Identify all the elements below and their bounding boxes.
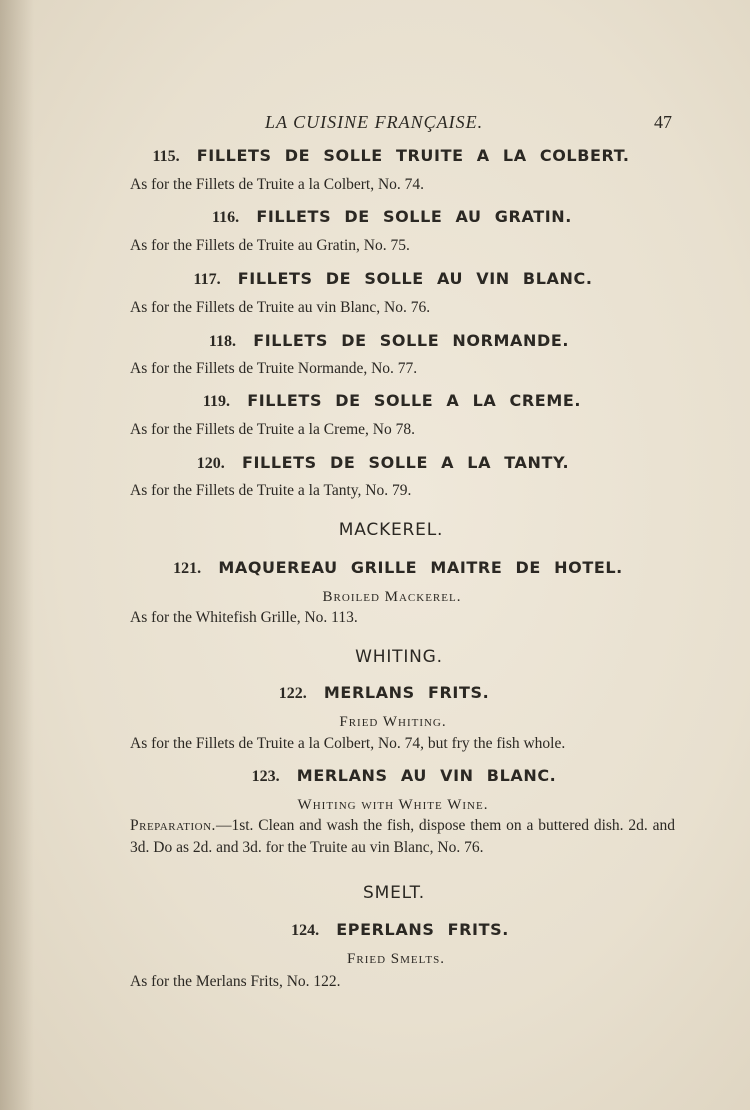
page-number: 47: [654, 112, 672, 132]
entry-number: 120.: [196, 455, 225, 472]
entry-title: MAQUEREAU GRILLE MAITRE DE HOTEL.: [218, 558, 623, 577]
entry-heading: [173, 558, 623, 578]
entry-heading: [279, 683, 490, 703]
entry-heading: [152, 146, 629, 166]
entry-text: As for the Fillets de Truite au Gratin, No. 75.: [130, 237, 410, 254]
preparation-lead: Preparation.: [130, 817, 216, 834]
entry-subtitle: Fried Whiting.: [339, 714, 447, 730]
entry-text: As for the Fillets de Truite au vin Blanc, No. 76.: [130, 299, 431, 316]
entry-text: As for the Fillets de Truite a la Colbert, No. 74.: [130, 176, 425, 193]
entry-text: As for the Whitefish Grille, No. 113.: [130, 609, 358, 626]
entry-subtitle: Fried Smelts.: [347, 951, 445, 967]
section-heading-smelt: SMELT.: [363, 883, 425, 903]
entry-heading: [212, 207, 572, 227]
entry-text: As for the Fillets de Truite a la Tanty, No. 79.: [130, 482, 412, 499]
entry-heading: [291, 920, 509, 940]
running-head: [130, 112, 672, 136]
entry-title: FILLETS DE SOLLE A LA CREME.: [247, 391, 582, 410]
entry-number: 119.: [202, 393, 231, 410]
entry-title: FILLETS DE SOLLE TRUITE A LA COLBERT.: [196, 146, 630, 165]
entry-number: 121.: [173, 560, 202, 577]
running-head-title: LA CUISINE FRANÇAISE.: [265, 112, 484, 132]
entry-paragraph: [130, 815, 675, 859]
spine-shadow: [0, 0, 34, 1110]
entry-text: As for the Merlans Frits, No. 122.: [130, 973, 341, 990]
entry-text: As for the Fillets de Truite a la Creme, No 78.: [130, 421, 415, 438]
entry-number: 122.: [278, 685, 307, 702]
entry-number: 117.: [193, 271, 221, 288]
entry-title: FILLETS DE SOLLE AU VIN BLANC.: [237, 269, 593, 288]
section-heading-whiting: WHITING.: [355, 647, 443, 667]
entry-title: FILLETS DE SOLLE AU GRATIN.: [256, 207, 572, 226]
entry-number: 115.: [152, 148, 180, 165]
entry-heading: [197, 453, 569, 473]
entry-number: 124.: [291, 922, 320, 939]
entry-heading: [252, 766, 557, 786]
entry-subtitle: Broiled Mackerel.: [322, 589, 462, 605]
entry-text: As for the Fillets de Truite Normande, No. 77.: [130, 360, 418, 377]
entry-heading: [193, 269, 592, 289]
entry-title: FILLETS DE SOLLE A LA TANTY.: [241, 453, 570, 472]
entry-subtitle: Whiting with White Wine.: [297, 797, 489, 813]
entry-number: 116.: [212, 209, 240, 226]
entry-title: MERLANS AU VIN BLANC.: [296, 766, 557, 785]
preparation-text: —1st. Clean and wash the fish, dispose them on a buttered dish. 2d. and 3d. Do as 2d. and 3d. for the Truite au vin Blanc, No. 76.: [130, 817, 675, 856]
entry-title: MERLANS FRITS.: [323, 683, 490, 702]
entry-text: As for the Fillets de Truite a la Colbert, No. 74, but fry the fish whole.: [130, 735, 566, 752]
entry-number: 123.: [251, 768, 280, 785]
entry-heading: [203, 391, 581, 411]
entry-title: FILLETS DE SOLLE NORMANDE.: [253, 331, 570, 350]
entry-title: EPERLANS FRITS.: [336, 920, 509, 939]
section-heading-mackerel: MACKEREL.: [338, 520, 444, 540]
entry-number: 118.: [208, 333, 237, 350]
entry-heading: [209, 331, 569, 351]
